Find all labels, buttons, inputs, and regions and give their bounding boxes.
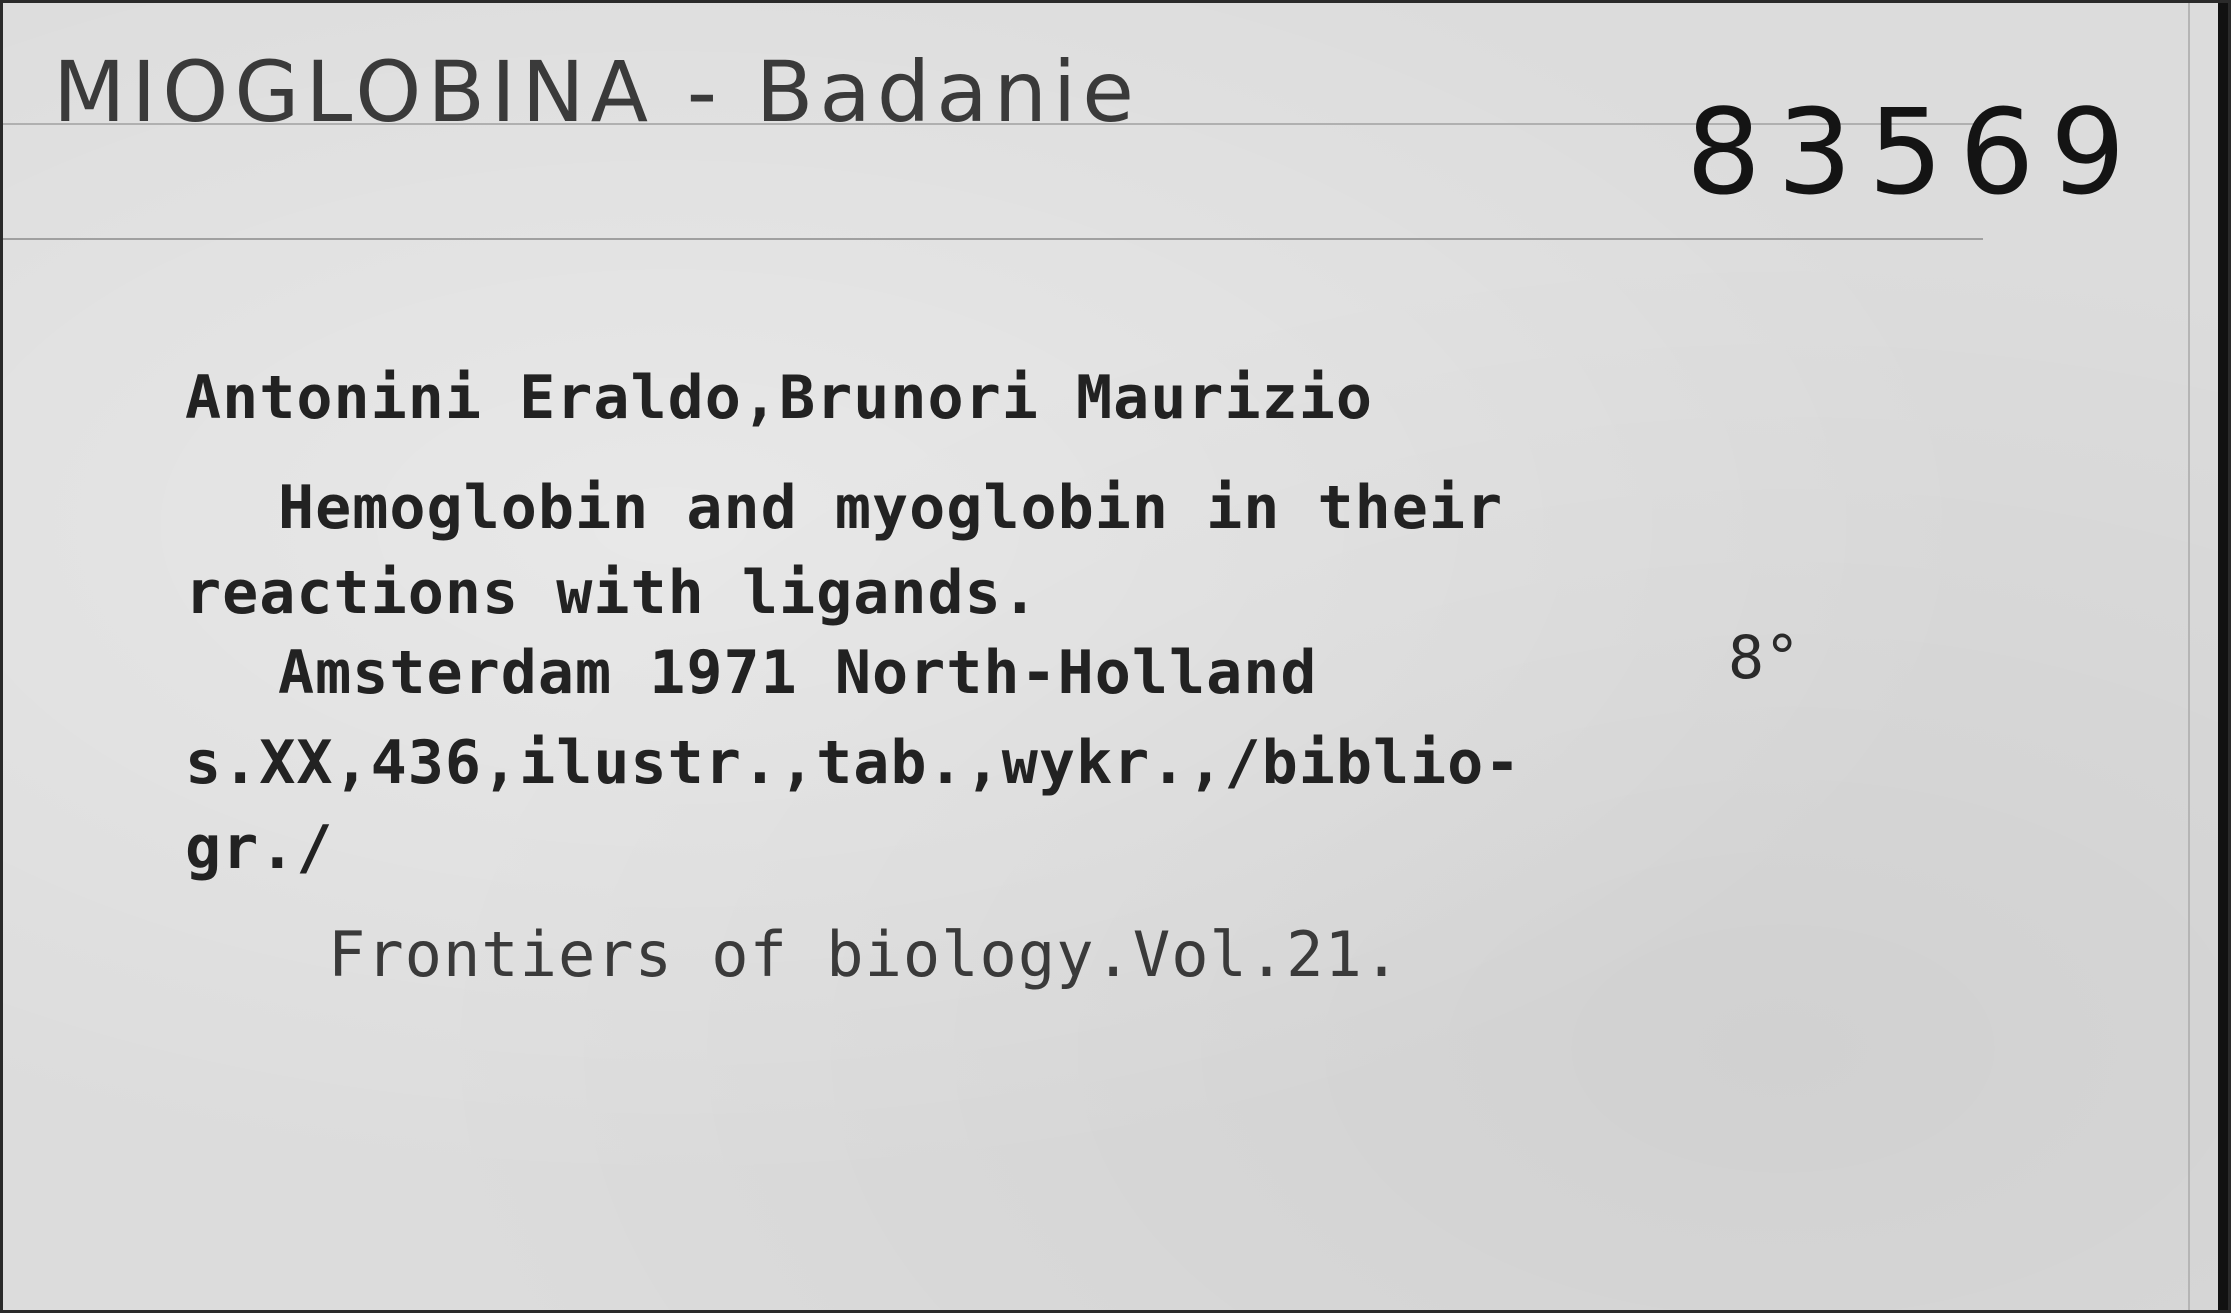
- imprint: Amsterdam 1971 North-Holland: [278, 638, 1318, 708]
- card-rule-vertical: [2188, 3, 2190, 1313]
- collation-line-2: gr./: [185, 813, 334, 883]
- subject-heading: MIOGLOBINA - Badanie: [53, 43, 1140, 141]
- format-size: 8°: [1728, 623, 1801, 693]
- title-line-1: Hemoglobin and myoglobin in their: [278, 473, 1504, 543]
- collation-line-1: s.XX,436,ilustr.,tab.,wykr.,/biblio-: [185, 728, 1522, 798]
- title-line-2: reactions with ligands.: [185, 558, 1039, 628]
- series-note: Frontiers of biology.Vol.21.: [328, 918, 1402, 991]
- card-edge-shadow: [2218, 3, 2228, 1313]
- catalog-number: 83569: [1686, 83, 2142, 221]
- card-rule-second: [3, 238, 1983, 240]
- authors: Antonini Eraldo,Brunori Maurizio: [185, 363, 1373, 433]
